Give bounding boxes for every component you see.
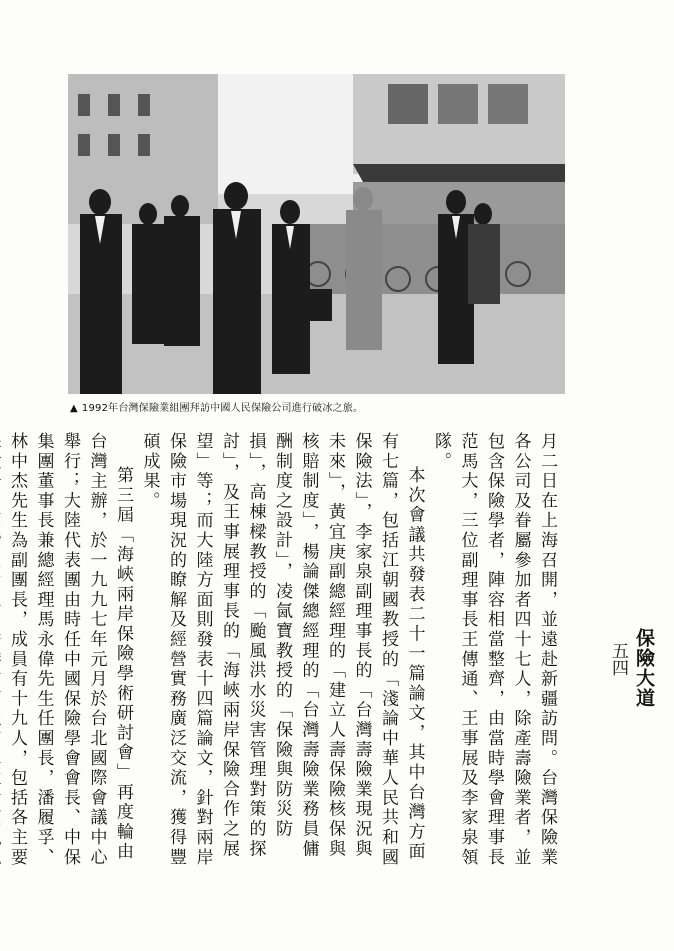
photo-image bbox=[68, 74, 565, 394]
paragraph-3: 第三屆「海峽兩岸保險學術研討會」再度輪由台灣主辦，於一九九七年元月於台北國際會議中心舉行；大陸代表團由時任中國保險學會會長、中保集團董事長兼總經理馬永偉先生任團長，潘履孚、林中杰先生為副團長，成員有十九人，包括各主要 bbox=[7, 432, 133, 868]
triangle-marker-icon: ▲ bbox=[70, 403, 78, 414]
body-text bbox=[7, 432, 560, 872]
group-photo bbox=[68, 74, 565, 394]
caption-text: 1992年台灣保險業組團拜訪中國人民保險公司進行破冰之旅。 bbox=[81, 403, 364, 414]
photo-caption bbox=[70, 399, 570, 414]
running-header bbox=[606, 628, 658, 708]
book-title: 保險大道 bbox=[633, 628, 655, 708]
paragraph-2: 本次會議共發表二十一篇論文，其中台灣方面有七篇，包括江朝國教授的「淺論中華人民共和國保險法」，李家泉副理事長的「台灣壽險業現況與未來」，黃宜庚副總經理的「建立人壽保險核保與核賠制度」，楊論傑總經理的「台灣壽險業務員傭酬制度之設計」，凌氤寶教授的「保險與防災防損」，高棟樑教授的「颱風洪水災害管理對策的探討」，及王事展理事長的「海峽兩岸保險合作之展望」等；而大陸方面則發表十四篇論文，針對兩岸保險市場現況的瞭解及經營實務廣泛交流，獲得豐碩成果。 bbox=[139, 432, 425, 868]
page-number: 五四 bbox=[608, 642, 628, 676]
paragraph-1: 月二日在上海召開，並遠赴新疆訪問。台灣保險業各公司及眷屬參加者四十七人，除產壽險業者，並包含保險學者，陣容相當整齊，由當時學會理事長范馬大，三位副理事長王傳通、王事展及李家泉領隊。 bbox=[431, 432, 557, 868]
